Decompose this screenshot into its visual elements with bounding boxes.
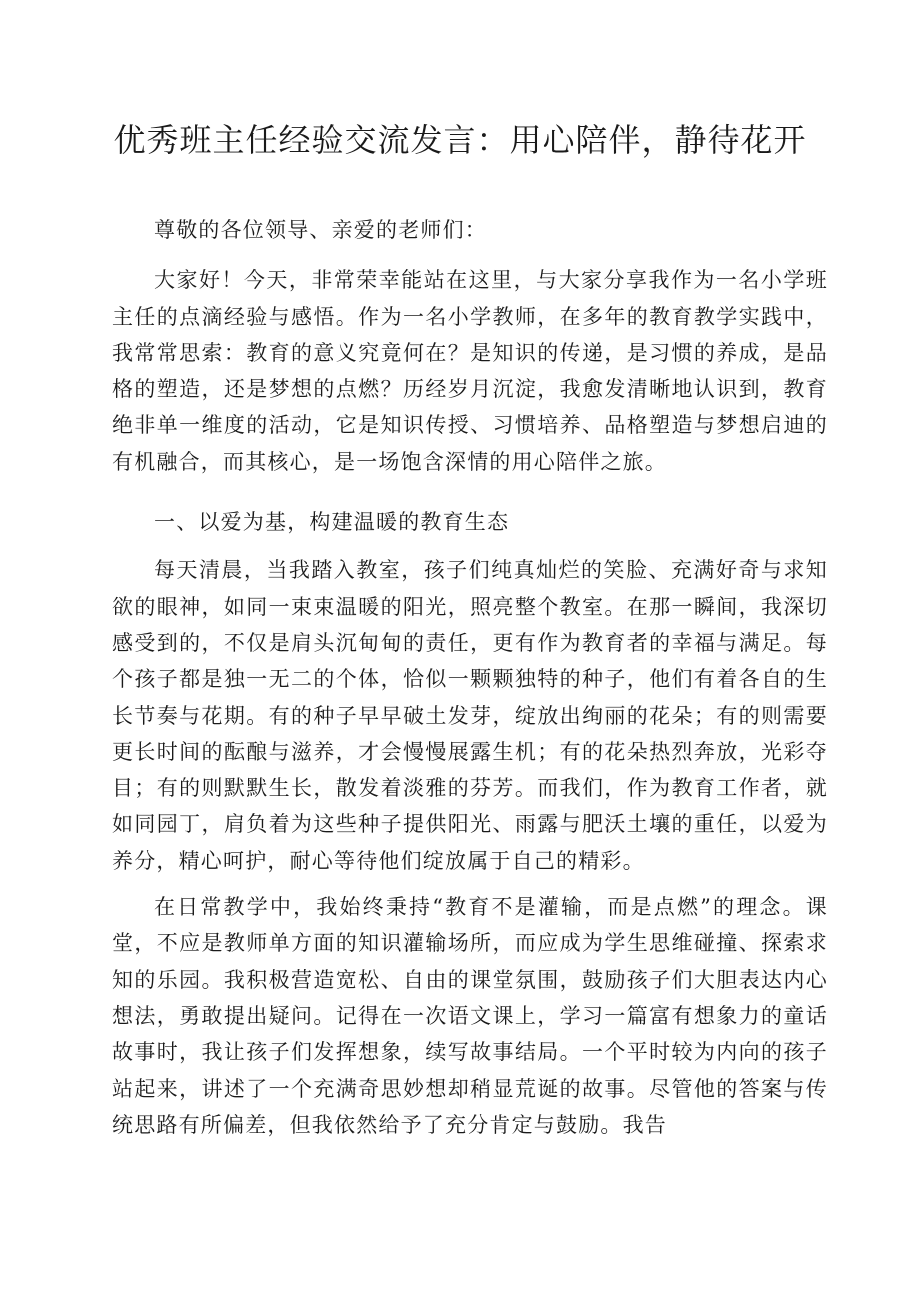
document-title: 优秀班主任经验交流发言：用心陪伴，静待花开 xyxy=(113,121,807,159)
paragraph-intro: 大家好！今天，非常荣幸能站在这里，与大家分享我作为一名小学班主任的点滴经验与感悟。作为一名小学教师，在多年的教育教学实践中，我常常思索：教育的意义究竟何在？是知识的传递，是习惯的养成，是品格的塑造，还是梦想的点燃？历经岁月沉淀，我愈发清晰地认识到，教育绝非单一维度的活动，它是知识传授、习惯培养、品格塑造与梦想启迪的有机融合，而其核心，是一场饱含深情的用心陪伴之旅。 xyxy=(112,268,828,474)
salutation: 尊敬的各位领导、亲爱的老师们： xyxy=(154,218,487,242)
paragraph-section-1: 每天清晨，当我踏入教室，孩子们纯真灿烂的笑脸、充满好奇与求知欲的眼神，如同一束束温暖的阳光，照亮整个教室。在那一瞬间，我深切感受到的，不仅是肩头沉甸甸的责任，更有作为教育者的幸福与满足。每个孩子都是独一无二的个体，恰似一颗颗独特的种子，他们有着各自的生长节奏与花期。有的种子早早破土发芽，绽放出绚丽的花朵；有的则需要更长时间的酝酿与滋养，才会慢慢展露生机；有的花朵热烈奔放，光彩夺目；有的则默默生长，散发着淡雅的芬芳。而我们，作为教育工作者，就如同园丁，肩负着为这些种子提供阳光、雨露与肥沃土壤的重任，以爱为养分，精心呵护，耐心等待他们绽放属于自己的精彩。 xyxy=(112,558,828,873)
paragraph-section-2: 在日常教学中，我始终秉持“教育不是灌输，而是点燃”的理念。课堂，不应是教师单方面的知识灌输场所，而应成为学生思维碰撞、探索求知的乐园。我积极营造宽松、自由的课堂氛围，鼓励孩子们大胆表达内心想法，勇敢提出疑问。记得在一次语文课上，学习一篇富有想象力的童话故事时，我让孩子们发挥想象，续写故事结局。一个平时较为内向的孩子站起来，讲述了一个充满奇思妙想却稍显荒诞的故事。尽管他的答案与传统思路有所偏差，但我依然给予了充分肯定与鼓励。我告 xyxy=(112,895,828,1137)
document-body xyxy=(112,212,828,1143)
section-heading: 一、以爱为基，构建温暖的教育生态 xyxy=(154,510,510,535)
